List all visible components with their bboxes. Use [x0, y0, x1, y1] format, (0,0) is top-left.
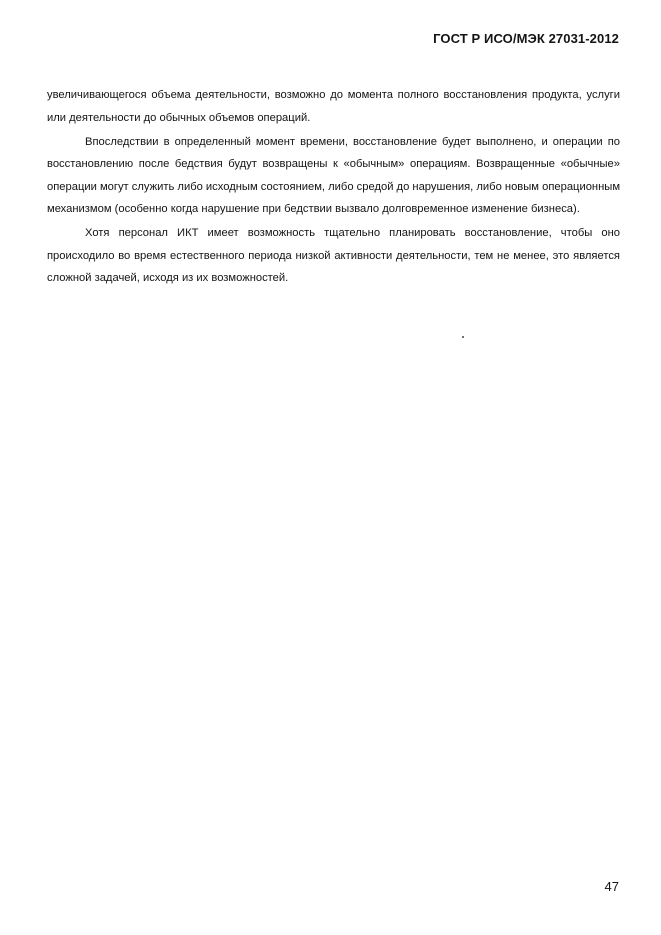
standard-header: ГОСТ Р ИСО/МЭК 27031-2012 [433, 31, 619, 46]
paragraph-recovery-completion: Впоследствии в определенный момент времени, восстановление будет выполнено, и операции по восстановлению после бедствия будут возвращены к «обычным» операциям. Возвращенные «обычные» операции могут служить либо исходным состоянием, либо средой до нарушения, либо новым операционным механизмом (особенно когда нарушение при бедствии вызвало долговременное изменение бизнеса). [47, 135, 621, 215]
paragraph-continuation: увеличивающегося объема деятельности, возможно до момента полного восстановления продукта, услуги или деятельности до обычных объемов операций. [47, 89, 620, 124]
stray-dot-mark [462, 336, 464, 338]
paragraph-ict-planning: Хотя персонал ИКТ имеет возможность тщательно планировать восстановление, чтобы оно происходило во время естественного периода низкой активности деятельности, тем не менее, это является сложной задачей, исходя из их возможностей. [47, 227, 620, 284]
page-number: 47 [604, 879, 619, 894]
body-text [47, 84, 620, 291]
